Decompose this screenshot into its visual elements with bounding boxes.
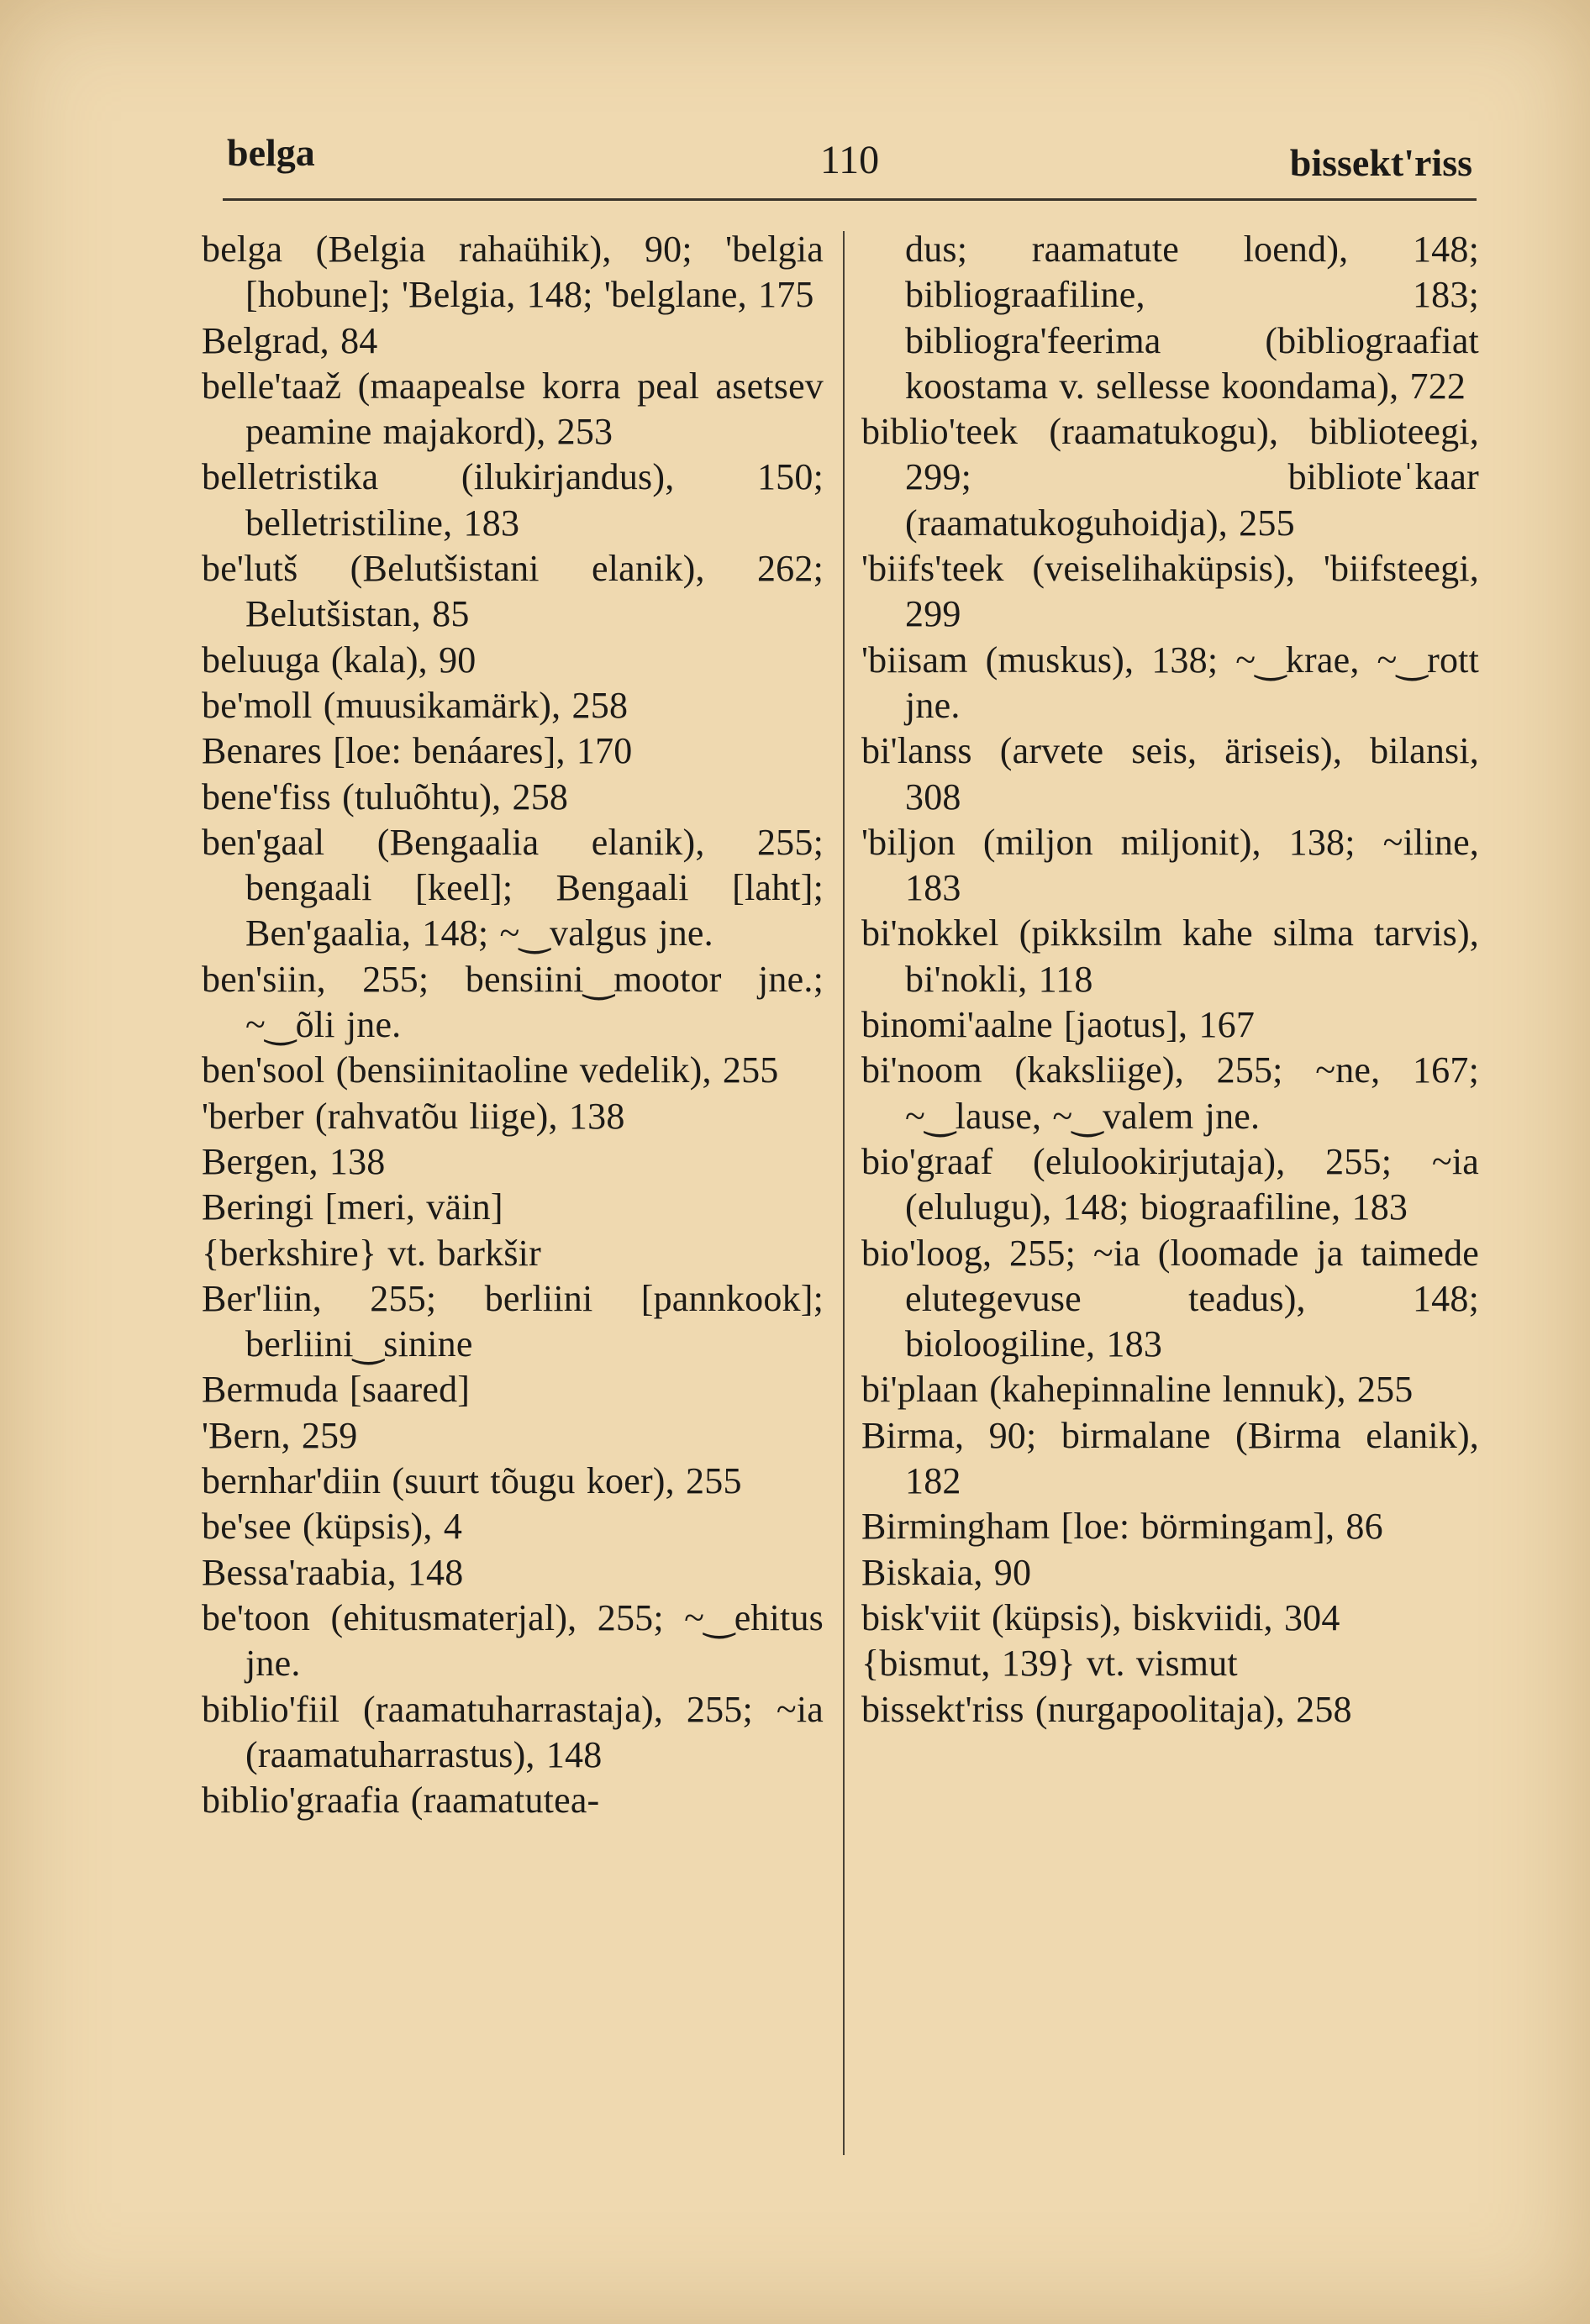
entry: ben'siin, 255; bensiini‿mootor jne.; ~‿õli jne. [202,958,824,1046]
entry: belletristika (ilukirjandus), 150; belletristiline, 183 [202,456,824,544]
entry: bi'plaan (kahepinnaline lennuk), 255 [861,1369,1414,1411]
entry: be'toon (ehitusmaterjal), 255; ~‿ehitus jne. [202,1596,824,1685]
entry: Ber'liin, 255; berliini [pannkook]; berliini‿sinine [202,1277,824,1365]
right-column [861,227,1479,1732]
entry: {berkshire} vt. barkšir [202,1232,541,1274]
entry: bi'lanss (arvete seis, äriseis), bilansi, 308 [861,730,1479,818]
column-divider [843,231,845,2155]
entry: bi'noom (kaksliige), 255; ~ne, 167; ~‿lause, ~‿valem jne. [861,1049,1479,1137]
entry: belga (Belgia rahaühik), 90; 'belgia [hobune]; 'Belgia, 148; 'belglane, 175 [202,229,824,316]
entry: bi'nokkel (pikksilm kahe silma tarvis), bi'nokli, 118 [861,912,1479,1000]
entry: Biskaia, 90 [861,1551,1032,1593]
entry: bisk'viit (küpsis), biskviidi, 304 [861,1596,1340,1638]
entry: bene'fiss (tuluõhtu), 258 [202,776,569,818]
entry: Birmingham [loe: börmingam], 86 [861,1506,1383,1548]
entry: Benares [loe: benáares], 170 [202,730,633,772]
entry: binomi'aalne [jaotus], 167 [861,1004,1256,1046]
entry: 'biljon (miljon miljonit), 138; ~iline, 183 [861,821,1479,909]
entry: be'see (küpsis), 4 [202,1506,463,1548]
entry: biblio'fiil (raamatuharrastaja), 255; ~ia (raamatuharrastus), 148 [202,1688,824,1775]
entry: bissekt'riss (nurgapoolitaja), 258 [861,1688,1352,1730]
entry: Bergen, 138 [202,1140,386,1182]
entry: be'lutš (Belutšistani elanik), 262; Belutšistan, 85 [202,548,824,635]
header-rule [223,198,1477,201]
entry: belle'taaž (maapealse korra peal asetsev peamine majakord), 253 [202,365,824,453]
entry: beluuga (kala), 90 [202,639,476,681]
entry: {bismut, 139} vt. vismut [861,1643,1238,1685]
entry: be'moll (muusikamärk), 258 [202,684,629,726]
page-header [227,130,1472,197]
entry: 'Bern, 259 [202,1414,358,1456]
entry: biblio'teek (raamatukogu), biblioteegi, 299; biblioteˈkaar (raamatukoguhoidja), 255 [861,411,1479,544]
entry: bernhar'diin (suurt tõugu koer), 255 [202,1460,742,1502]
entry: Belgrad, 84 [202,319,378,361]
entry: Beringi [meri, väin] [202,1186,503,1228]
entry: Bessa'raabia, 148 [202,1551,464,1593]
entry: biblio'graafia (raamatutea- [202,1780,600,1822]
entry: 'biisam (muskus), 138; ~‿krae, ~‿rott jne. [861,639,1479,726]
left-column [202,227,824,1823]
entry: ben'sool (bensiinitaoline vedelik), 255 [202,1049,779,1091]
page-number: 110 [819,138,880,182]
entry: 'berber (rahvatõu liige), 138 [202,1095,625,1137]
entry: 'biifs'teek (veiselihaküpsis), 'biifsteegi, 299 [861,548,1479,635]
entry: bio'loog, 255; ~ia (loomade ja taimede elutegevuse teadus), 148; bioloogiline, 183 [861,1232,1479,1365]
entry: Birma, 90; birmalane (Birma elanik), 182 [861,1414,1479,1502]
entry: bio'graaf (elulookirjutaja), 255; ~ia (elulugu), 148; biograafiline, 183 [861,1140,1479,1228]
entry-continuation: dus; raamatute loend), 148; bibliograafiline, 183; bibliogra'feerima (bibliograafiat koostama v. sellesse koondama), 722 [905,229,1479,407]
header-guide-word-right: bissekt'riss [1289,141,1472,184]
header-guide-word-left: belga [227,131,315,174]
entry: ben'gaal (Bengaalia elanik), 255; bengaali [keel]; Bengaali [laht]; Ben'gaalia, 148; ~‿valgus jne. [202,821,824,954]
entry: Bermuda [saared] [202,1369,471,1411]
